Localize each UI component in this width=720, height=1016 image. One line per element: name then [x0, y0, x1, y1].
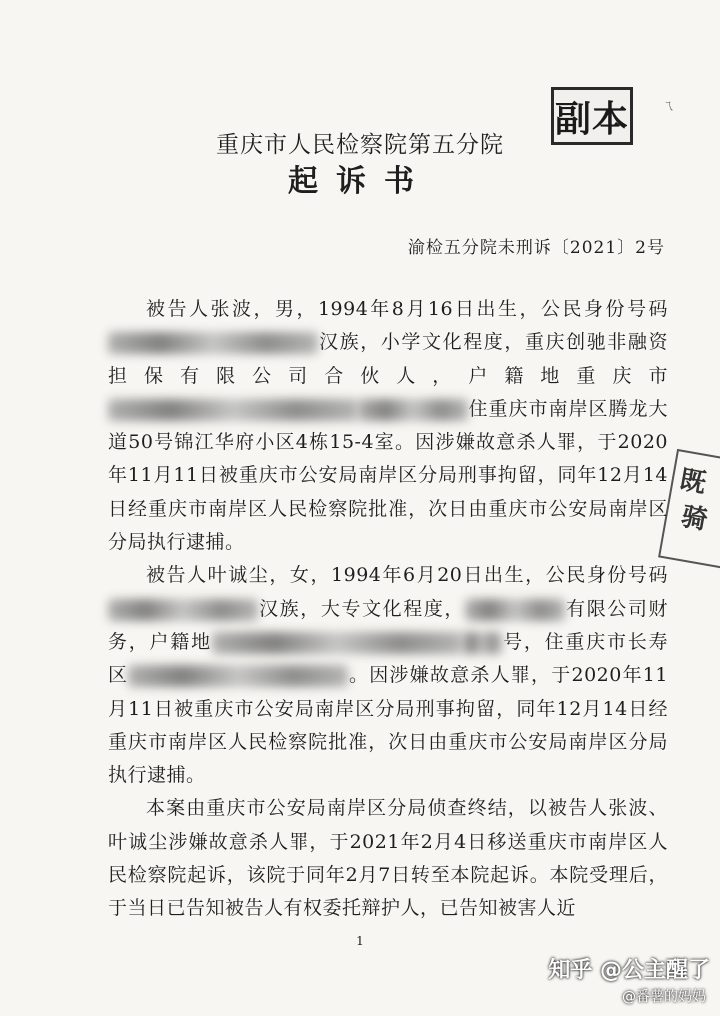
redacted-id-number [108, 332, 318, 354]
redacted-address-2 [358, 399, 468, 421]
redacted-household-address [212, 632, 462, 654]
p1-text-b: 汉族，小学文化程度，重庆创驰非融资担保有限公司合伙人，户籍地重庆市 [108, 331, 668, 387]
redacted-residence [128, 665, 348, 687]
paragraph-case-transfer: 本案由重庆市公安局南岸区分局侦查终结，以被告人张波、叶诚尘涉嫌故意杀人罪，于2021年2月4日移送重庆市南岸区人民检察院起诉，该院于同年2月7日转至本院起诉。本院受理后，于当日已告知被告人有权委托辩护人，已告知被害人近 [108, 797, 668, 920]
p1-text-c: 住重庆市南岸区腾龙大道50号锦江华府小区4栋15-4室。因涉嫌故意杀人罪，于2020年11月11日被重庆市公安局南岸区分局刑事拘留，同年12月14日经重庆市南岸区人民检察院批准，次日由重庆市公安局南岸区分局执行逮捕。 [108, 397, 668, 554]
redacted-house-number [462, 632, 502, 654]
copy-stamp: 副本 [551, 87, 633, 145]
paragraph-defendant-1 [108, 293, 668, 559]
document-title: 起诉书 [288, 164, 432, 199]
p2-text-a: 被告人叶诚尘，女，1994年6月20日出生，公民身份号码 [146, 564, 668, 587]
redacted-employer [465, 599, 565, 621]
case-number: 渝检五分院未刑诉〔2021〕2号 [407, 238, 665, 258]
p2-text-c: 有限公司财务，户籍地 [108, 597, 668, 653]
corner-mark: ㄟ [662, 99, 676, 114]
secondary-watermark: @番薯的妈妈 [622, 989, 706, 1005]
paragraph-defendant-2 [108, 559, 668, 792]
redacted-id-number-2 [108, 599, 258, 621]
page-number: 1 [356, 934, 364, 948]
p2-text-e: 。因涉嫌故意杀人罪，于2020年11月11日被重庆市公安局南岸区分局刑事拘留，同年12月14日经重庆市南岸区人民检察院批准，次日由重庆市公安局南岸区分局执行逮捕。 [108, 664, 668, 787]
seam-seal-line1: 既 [677, 465, 709, 500]
p2-text-d: 号，住重庆市长寿区 [108, 630, 668, 687]
platform-watermark: 知乎 @公主醒了 [548, 958, 710, 983]
document-body [108, 293, 668, 926]
issuing-office: 重庆市人民检察院第五分院 [216, 132, 504, 158]
p1-text-a: 被告人张波，男，1994年8月16日出生，公民身份号码 [146, 298, 668, 320]
redacted-address [108, 399, 358, 421]
seam-seal-line2: 骑 [678, 501, 710, 536]
p2-text-b: 汉族，大专文化程度， [258, 597, 466, 620]
